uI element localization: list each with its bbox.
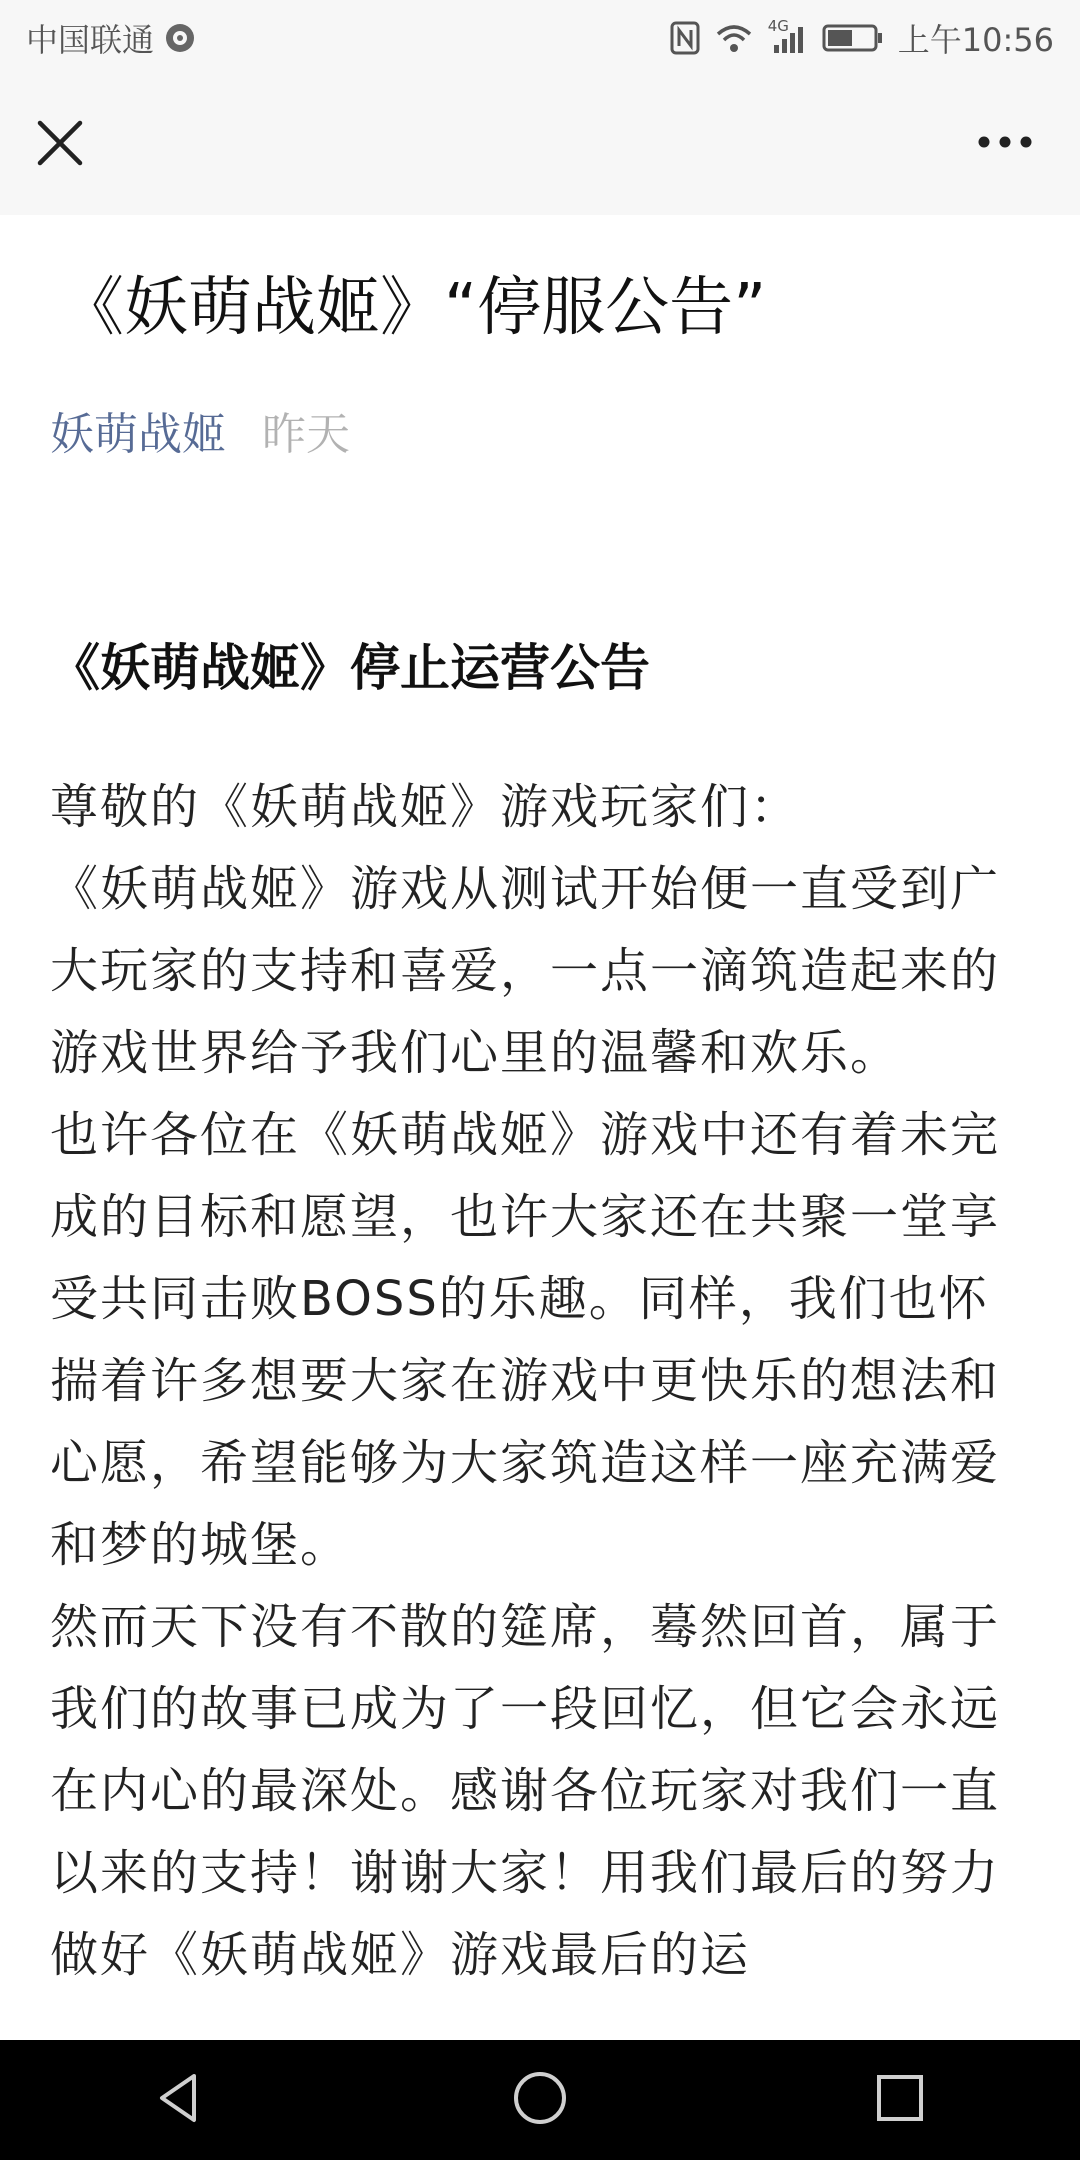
signal-icon — [767, 16, 808, 55]
nfc-icon — [670, 21, 700, 55]
more-button[interactable] — [970, 117, 1040, 167]
publish-date: 昨天 — [262, 409, 350, 461]
back-button[interactable] — [150, 2068, 210, 2132]
more-icon — [970, 117, 1040, 167]
carrier-name: 中国联通 — [26, 20, 155, 59]
network-type: 4G — [767, 16, 789, 35]
hd-call-icon — [164, 22, 196, 54]
article-title: 《妖萌战姬》“停服公告” — [60, 271, 767, 345]
clock: 上午10:56 — [897, 20, 1054, 59]
wifi-icon — [714, 22, 754, 54]
status-left — [26, 15, 196, 61]
system-nav-bar — [0, 2040, 1080, 2160]
paragraph: 也许各位在《妖萌战姬》游戏中还有着未完成的目标和愿望，也许大家还在共聚一堂享受共同击败BOSS的乐趣。同样，我们也怀揣着许多想要大家在游戏中更快乐的想法和心愿，希望能够为大家筑造这样一座充满爱和梦的城堡。 — [50, 1107, 1001, 1574]
close-button[interactable] — [30, 113, 90, 173]
status-right — [670, 15, 1054, 61]
battery-icon — [822, 22, 884, 54]
article-subheading: 《妖萌战姬》停止运营公告 — [50, 639, 650, 698]
close-icon — [30, 113, 90, 173]
top-nav-bar — [0, 75, 1080, 215]
recents-icon — [870, 2068, 930, 2128]
back-icon — [150, 2068, 210, 2128]
status-bar — [0, 0, 1080, 75]
author-link[interactable]: 妖萌战姬 — [50, 409, 226, 461]
home-icon — [510, 2068, 570, 2128]
article-body — [50, 766, 1030, 1996]
home-button[interactable] — [510, 2068, 570, 2132]
recents-button[interactable] — [870, 2068, 930, 2132]
paragraph: 尊敬的《妖萌战姬》游戏玩家们： — [50, 779, 801, 836]
paragraph: 《妖萌战姬》游戏从测试开始便一直受到广大玩家的支持和喜爱，一点一滴筑造起来的游戏世界给予我们心里的温馨和欢乐。 — [50, 861, 1001, 1082]
paragraph: 然而天下没有不散的筵席，蓦然回首，属于我们的故事已成为了一段回忆，但它会永远在内心的最深处。感谢各位玩家对我们一直以来的支持！谢谢大家！用我们最后的努力做好《妖萌战姬》游戏最后的运 — [50, 1599, 1001, 1984]
article-meta — [50, 398, 1030, 462]
article-content — [50, 215, 1030, 2035]
